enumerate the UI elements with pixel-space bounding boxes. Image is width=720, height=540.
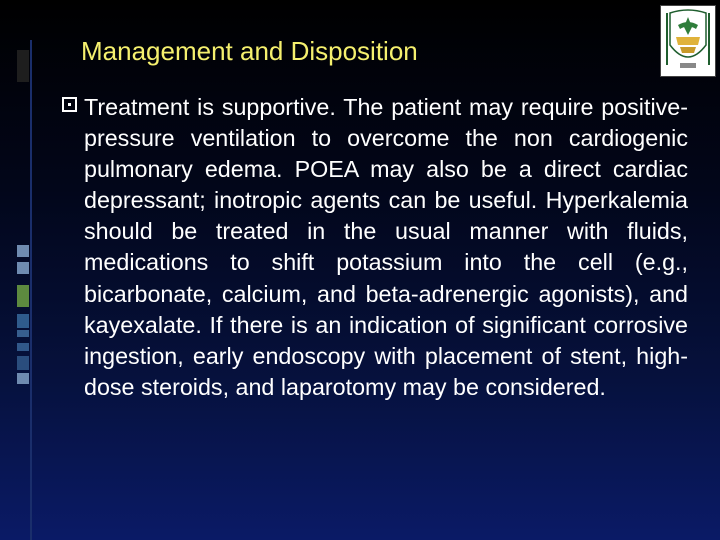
slide-title: Management and Disposition bbox=[81, 36, 418, 66]
decorative-block bbox=[17, 262, 29, 274]
decorative-block bbox=[17, 285, 29, 307]
decorative-block bbox=[17, 245, 29, 257]
decorative-block bbox=[17, 343, 29, 351]
decorative-block bbox=[17, 50, 29, 82]
square-bullet-icon bbox=[60, 95, 80, 115]
slide-body bbox=[60, 92, 688, 403]
decorative-block bbox=[17, 356, 29, 370]
decorative-block bbox=[17, 314, 29, 328]
decorative-block bbox=[17, 330, 29, 337]
body-paragraph: Treatment is supportive. The patient may require positive-pressure ventilation to overcome the non cardiogenic pulmonary edema. POEA may also be a direct cardiac depressant; inotropic agents can be useful. Hyperkalemia should be treated in the usual manner with fluids, medications to shift potassium into the cell (e.g., bicarbonate, calcium, and beta-adrenergic agonists), and kayexalate. If there is an indication of significant corrosive ingestion, early endoscopy with placement of stent, high-dose steroids, and laparotomy may be considered. bbox=[84, 94, 688, 400]
university-emblem-icon bbox=[660, 5, 716, 77]
left-divider-line bbox=[30, 40, 32, 540]
decorative-block bbox=[17, 373, 29, 384]
